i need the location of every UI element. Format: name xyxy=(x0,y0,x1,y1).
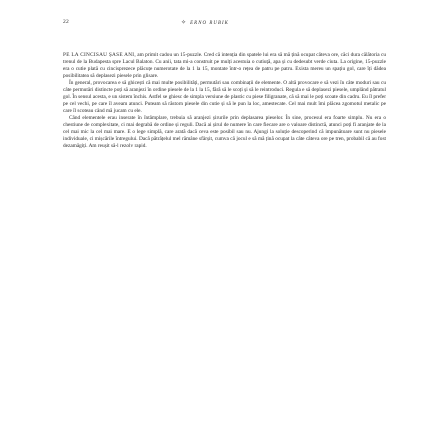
running-head-text: ERNO RUBIK xyxy=(190,20,229,26)
paragraph: În general, provocarea e să ghicești că mai multe posibilități, permutări sau combinații de elemente. O altă provocare e să vezi în câte moduri sau cu câte permutări distincte poți să aranjezi în ordine piesele de la 1 la 15, fără să le scoți și să le reintroduci. Regula e să deplasezi piesele, umplând pătratul gol. În sensul acesta, e un sistem închis. Astfel se ghiesc de simpla versiune de plastic cu piese filigranate, că să mai le poți scoate din cadru. Eu îl prefer pe cel vechi, pe care îl aveam atunci. Puteam să răstorn piesele din cutie și să le pun la loc, amestecate. Cel mai mult îmi plăcea zgomotul metalic pe care îl scoteau când mă jucam cu ele. xyxy=(63,80,386,115)
running-head xyxy=(181,19,229,26)
page-body xyxy=(63,52,386,442)
chapter-lead-in: PE LA CINCISAU ȘASE ANI, xyxy=(63,52,136,58)
page-header xyxy=(63,19,386,33)
ornament-icon: ✧ xyxy=(181,19,188,26)
page-number: 22 xyxy=(63,19,69,25)
paragraph xyxy=(63,52,386,80)
paragraph-text: am primit cadou un 15-puzzle. Cred că intenția din spatele lui era să mă țină ocupat câteva ore, căci dura călătoria cu trenul de la Budapesta spre Lacul Balaton. Cu anii, tata mi-a construit pe mulți acestuia o cutiuță, apa și cu dedesubt verde ciuta. La origine, 15-puzzle era o cutie plată cu cincisprezece plăcuțe numerotate de la 1 la 15, montate într-o rețea de patru pe patru. Exista mereu un spațiu gol, care îți dădea posibilitatea să deplasezi piesele prin glisare. xyxy=(63,52,386,80)
paragraph: Când elementele erau inserate în întâmplare, trebuia să aranjezi șirurile prin deplasarea pieselor. În sine, procesul era foarte simplu. Nu era o chestiune de complexitate, ci mai degrabă de ordine și reguli. Dacă ai șirul de numere în care fiecare are o valoare distinctă, atunci poți fi aranjate de la cel mai mic la cel mai mare. E o lege simplă, care arată dacă ceva este posibil sau nu. Ajungi la soluție descoperind că impunătoare sunt nu piesele individuale, ci mișcările întregului. Dacă pătrățelul mel rămâne sfârșit, cumva că jocul e să mă țină ocupat la câte câteva ore pe tren, probabil că au fost dezamăgiți. Am reușit să-l rezolv rapid. xyxy=(63,115,386,150)
